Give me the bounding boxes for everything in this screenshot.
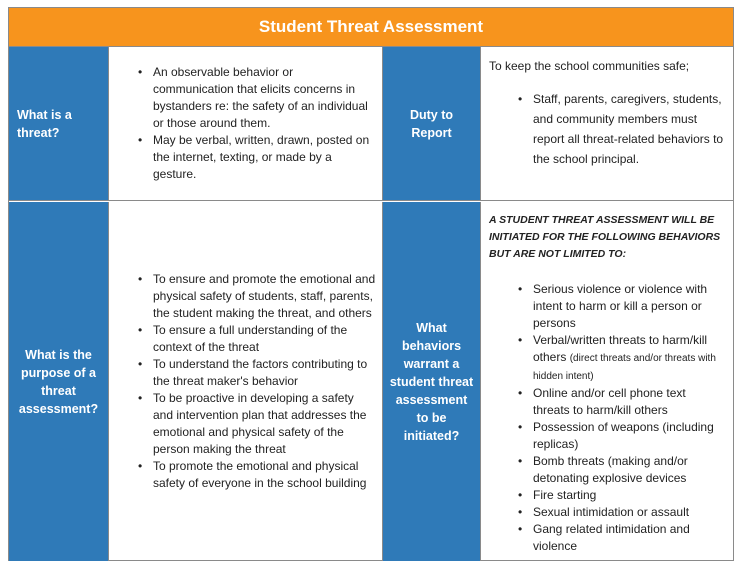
threat-definition-list: [109, 64, 376, 183]
behaviors-list: [489, 281, 725, 555]
list-item: • To ensure a full understanding of the context of the threat: [153, 322, 376, 356]
behaviors-cell: [481, 202, 733, 561]
label-purpose: What is the purpose of a threat assessment?: [9, 202, 109, 561]
purpose-cell: [109, 202, 383, 561]
list-item: • May be verbal, written, drawn, posted on the internet, texting, or made by a gesture.: [153, 132, 376, 183]
behavior-note: (direct threats and/or threats with hidden intent): [533, 353, 716, 382]
table-title: Student Threat Assessment: [9, 8, 733, 47]
threat-assessment-table: [8, 7, 734, 561]
list-item: • An observable behavior or communication that elicits concerns in bystanders re: the safety of an individual or those around them.: [153, 64, 376, 132]
list-item: • Online and/or cell phone text threats to harm/kill others: [533, 385, 725, 419]
list-item: • To promote the emotional and physical safety of everyone in the school building: [153, 458, 376, 492]
duty-intro-text: To keep the school communities safe;: [489, 59, 690, 73]
list-item: • To be proactive in developing a safety and intervention plan that addresses the emotional and physical safety of the person making the threat: [153, 390, 376, 458]
label-what-is-threat: What is a threat?: [9, 47, 109, 200]
list-item: • Staff, parents, caregivers, students, and community members must report all threat-related behaviors to the school principal.: [533, 89, 725, 169]
list-item: [533, 332, 725, 385]
list-item: • Fire starting: [533, 487, 725, 504]
table-row-purpose: [9, 202, 733, 561]
duty-list: [489, 89, 725, 169]
list-item: • Gang related intimidation and violence: [533, 521, 725, 555]
list-item: • To ensure and promote the emotional and physical safety of students, staff, parents, the student making the threat, and others: [153, 271, 376, 322]
list-item: • Sexual intimidation or assault: [533, 504, 725, 521]
duty-to-report-cell: [481, 47, 733, 200]
list-item: • Bomb threats (making and/or detonating explosive devices: [533, 453, 725, 487]
table-row-threat: [9, 47, 733, 201]
threat-definition-cell: [109, 47, 383, 200]
purpose-list: [109, 271, 376, 492]
list-item: • Serious violence or violence with intent to harm or kill a person or persons: [533, 281, 725, 332]
list-item: • To understand the factors contributing to the threat maker's behavior: [153, 356, 376, 390]
behavior-text: Verbal/written threats to harm/kill others: [533, 333, 708, 364]
behaviors-heading: A STUDENT THREAT ASSESSMENT WILL BE INITIATED FOR THE FOLLOWING BEHAVIORS BUT ARE NOT LIMITED TO:: [489, 214, 721, 260]
label-duty-to-report: Duty to Report: [383, 47, 481, 200]
label-behaviors-warrant: What behaviors warrant a student threat assessment to be initiated?: [383, 202, 481, 561]
list-item: • Possession of weapons (including replicas): [533, 419, 725, 453]
